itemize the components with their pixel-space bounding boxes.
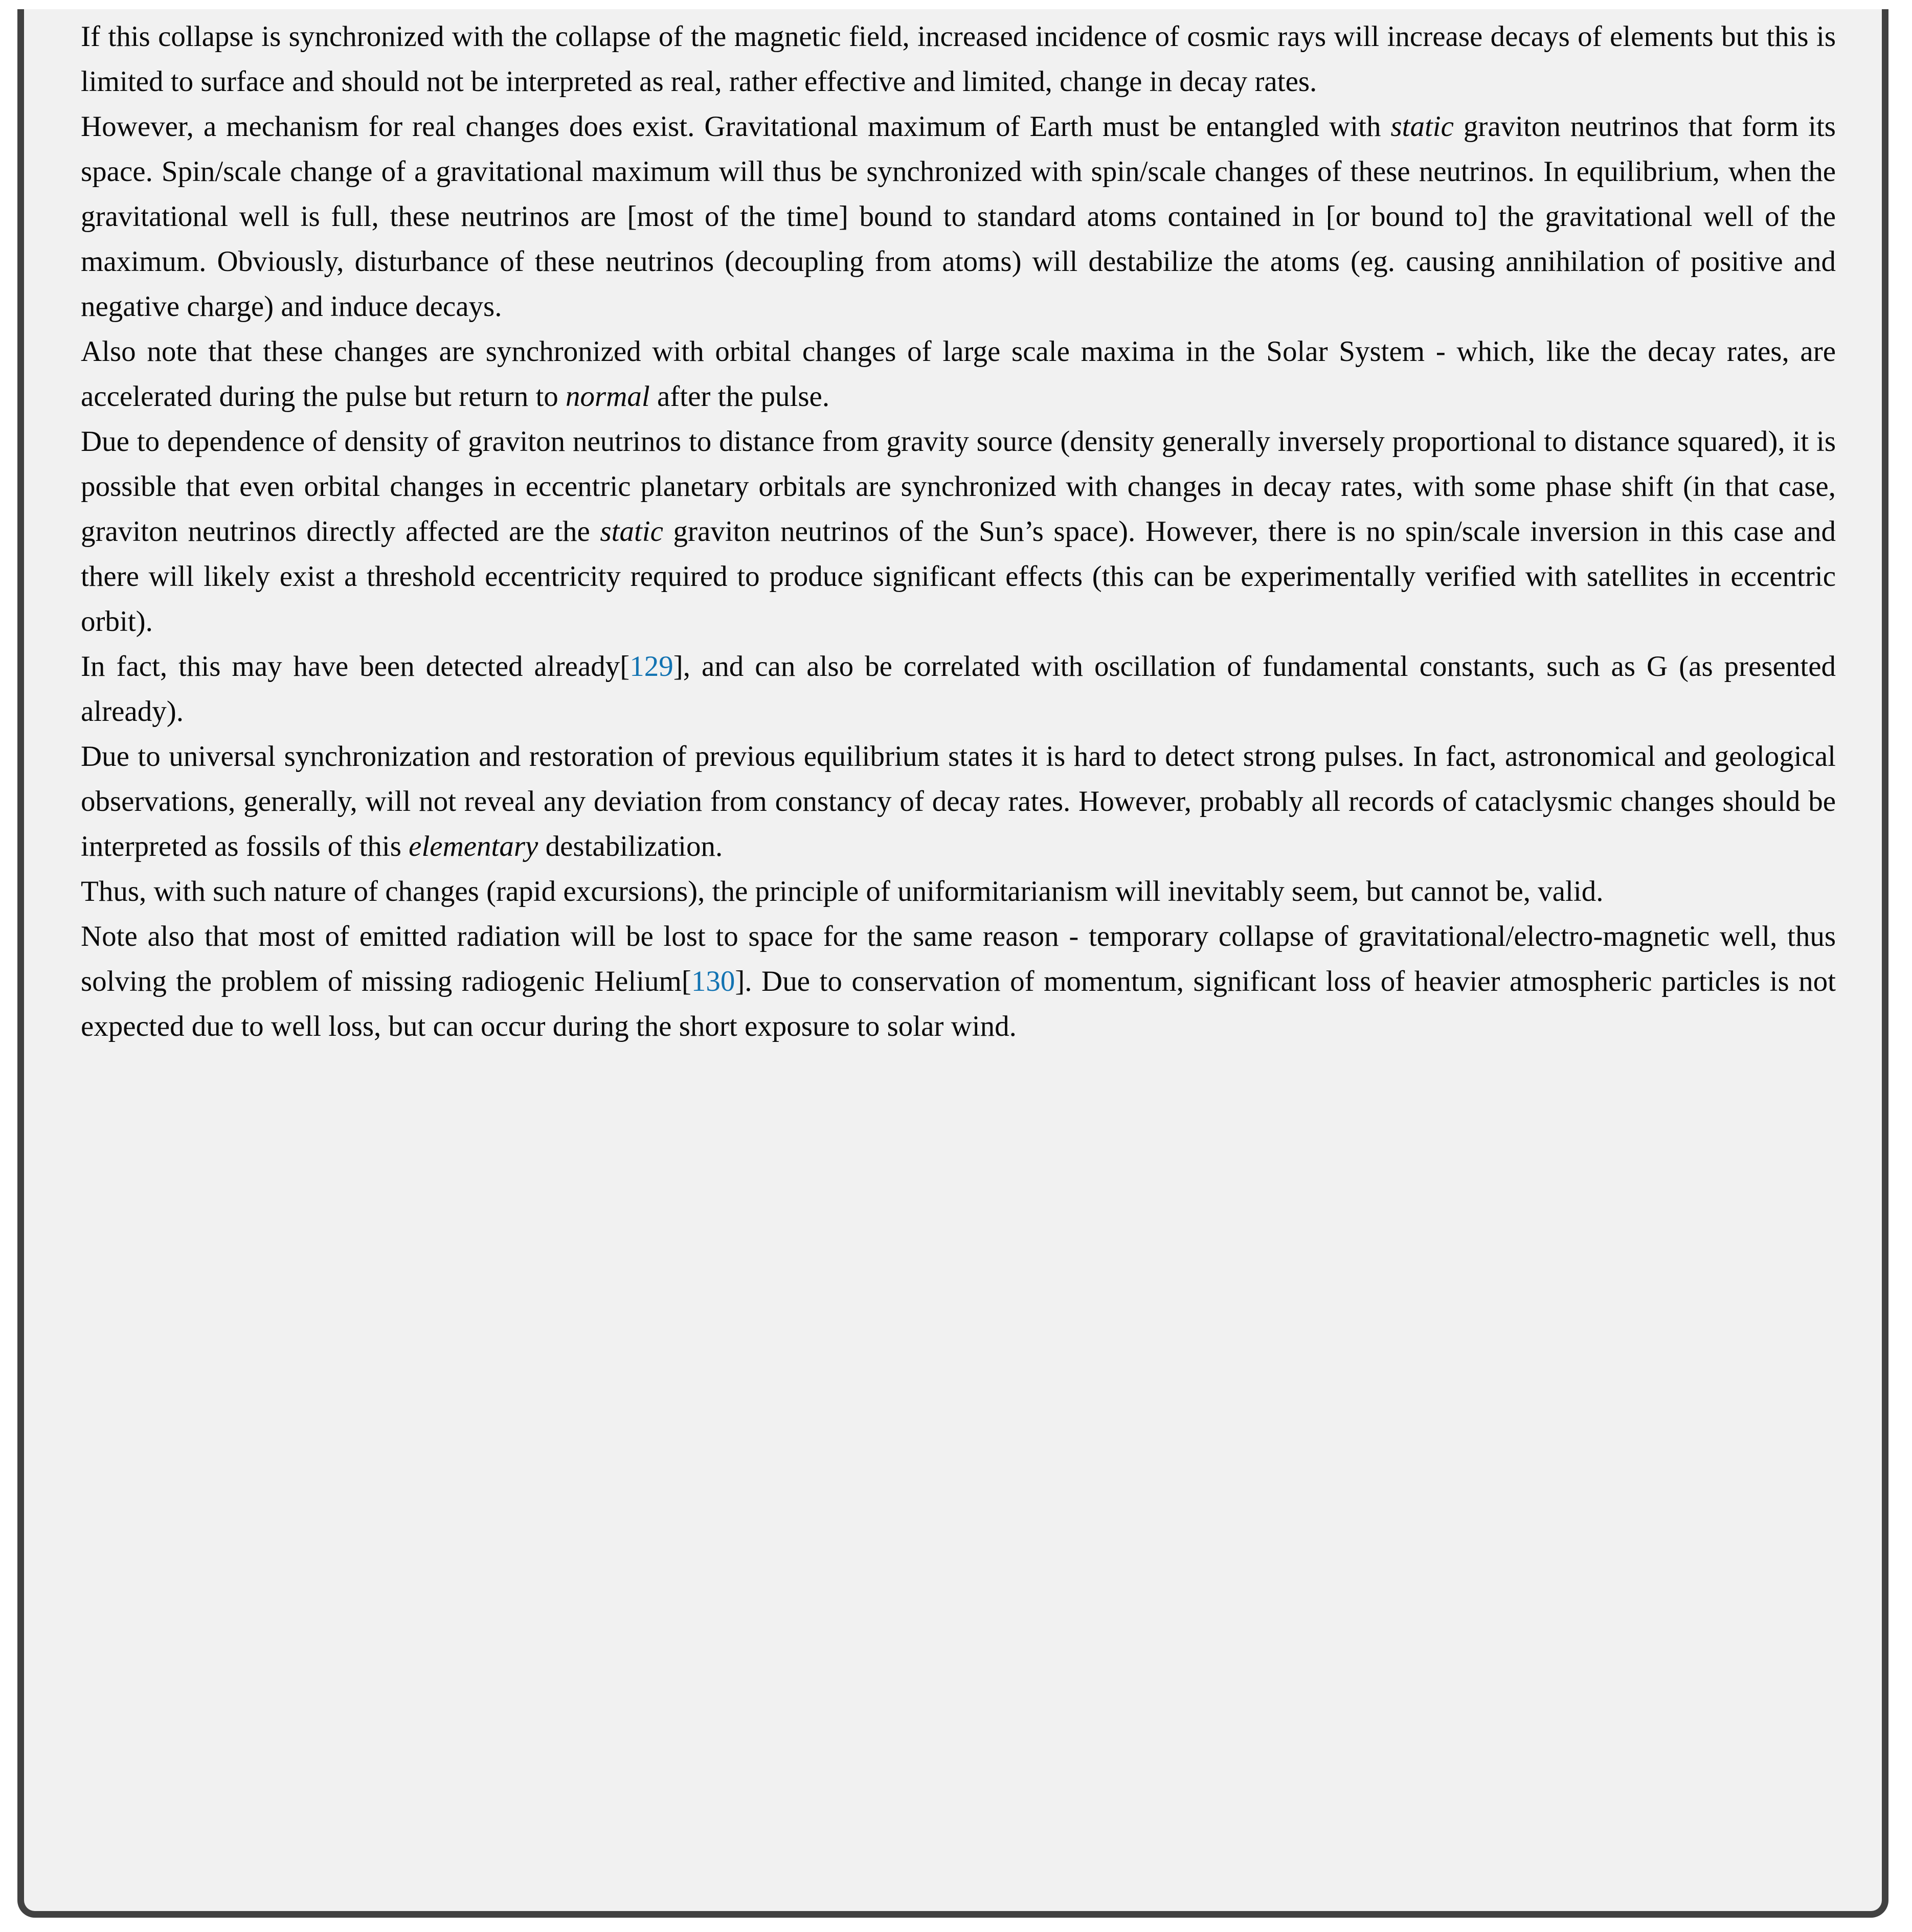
body-text-run: destabilization. <box>538 830 723 862</box>
paragraph <box>81 14 1836 104</box>
body-text-run: Also note that these changes are synchronized with orbital changes of large scale maxima in the Solar System - which, like the decay rates, are accelerated during the pulse but return to <box>81 335 1836 413</box>
citation-link[interactable]: 129 <box>629 650 673 683</box>
emphasis-text: static <box>600 515 663 548</box>
paragraph <box>81 914 1836 1049</box>
body-text-run: If this collapse is synchronized with the collapse of the magnetic field, increased incidence of cosmic rays will increase decays of elements but this is limited to surface and should not be interpreted as real, rather effective and limited, change in decay rates. <box>81 20 1836 98</box>
emphasis-text: elementary <box>409 830 538 862</box>
emphasis-text: normal <box>566 380 650 413</box>
framed-text-block <box>17 9 1888 1918</box>
body-text-run: However, a mechanism for real changes does exist. Gravitational maximum of Earth must be entangled with <box>81 110 1391 143</box>
paragraph <box>81 104 1836 329</box>
body-text-run: Due to dependence of density of graviton neutrinos to distance from gravity source (density generally inversely proportional to distance squared), it is possible that even orbital changes in eccentric planetary orbitals are synchronized with changes in decay rates, with some phase shift (in that case, graviton neutrinos directly affected are the <box>81 425 1836 548</box>
body-text-run: Thus, with such nature of changes (rapid excursions), the principle of uniformitarianism will inevitably seem, but cannot be, valid. <box>81 875 1604 907</box>
body-text-run: after the pulse. <box>649 380 830 413</box>
body-text-run: ]. Due to conservation of momentum, significant loss of heavier atmospheric particles is not expected due to well loss, but can occur during the short exposure to solar wind. <box>81 965 1836 1042</box>
body-text-run: ], and can also be correlated with oscillation of fundamental constants, such as G (as presented already). <box>81 650 1836 728</box>
body-text-run: graviton neutrinos that form its space. Spin/scale change of a gravitational maximum will thus be synchronized with spin/scale changes of these neutrinos. In equilibrium, when the gravitational well is full, these neutrinos are [most of the time] bound to standard atoms contained in [or bound to] the gravitational well of the maximum. Obviously, disturbance of these neutrinos (decoupling from atoms) will destabilize the atoms (eg. causing annihilation of positive and negative charge) and induce decays. <box>81 110 1836 323</box>
paragraph <box>81 644 1836 734</box>
paragraph <box>81 869 1836 914</box>
document-body-text <box>81 14 1836 1049</box>
paragraph <box>81 734 1836 869</box>
emphasis-text: static <box>1390 110 1454 143</box>
body-text-run: In fact, this may have been detected already[ <box>81 650 630 683</box>
paragraph <box>81 419 1836 644</box>
body-text-run: graviton neutrinos of the Sun’s space). However, there is no spin/scale inversion in this case and there will likely exist a threshold eccentricity required to produce significant effects (this can be experimentally verified with satellites in eccentric orbit). <box>81 515 1836 638</box>
body-text-run: Due to universal synchronization and restoration of previous equilibrium states it is hard to detect strong pulses. In fact, astronomical and geological observations, generally, will not reveal any deviation from constancy of decay rates. However, probably all records of cataclysmic changes should be interpreted as fossils of this <box>81 740 1836 862</box>
paragraph <box>81 329 1836 419</box>
citation-link[interactable]: 130 <box>691 965 735 997</box>
body-text-run: Note also that most of emitted radiation will be lost to space for the same reason - temporary collapse of gravitational/electro-magnetic well, thus solving the problem of missing radiogenic Helium[ <box>81 920 1836 997</box>
